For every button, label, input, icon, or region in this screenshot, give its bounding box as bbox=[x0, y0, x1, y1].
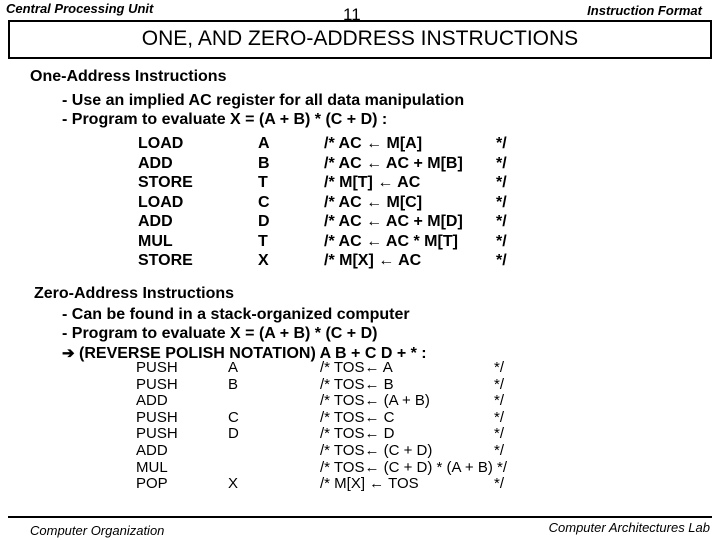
zero-address-bullet-1: - Can be found in a stack-organized computer bbox=[62, 306, 410, 323]
one-address-row-comment: /* M[X] ← AC bbox=[324, 252, 422, 269]
footer-rule bbox=[8, 516, 712, 518]
zero-address-heading: Zero-Address Instructions bbox=[34, 285, 235, 302]
footer-right-label: Computer Architectures Lab bbox=[548, 520, 710, 535]
zero-address-row-comment: /* TOS← B bbox=[320, 375, 394, 393]
one-address-row-end: */ bbox=[496, 154, 507, 172]
one-address-row-end: */ bbox=[496, 232, 507, 250]
zero-address-row-comment: /* TOS← C bbox=[320, 408, 395, 426]
one-address-bullet-2: - Program to evaluate X = (A + B) * (C + D) : bbox=[62, 111, 388, 128]
one-address-row-arg: C bbox=[258, 193, 270, 211]
zero-address-row-op: MUL bbox=[136, 458, 168, 476]
one-address-row-op: LOAD bbox=[138, 193, 184, 211]
one-address-row-arg: A bbox=[258, 135, 270, 152]
one-address-row-op: ADD bbox=[138, 213, 173, 230]
zero-address-bullet-2: - Program to evaluate X = (A + B) * (C + D) bbox=[62, 325, 378, 342]
one-address-row-op: STORE bbox=[138, 174, 193, 191]
one-address-row-end: */ bbox=[496, 193, 507, 211]
zero-address-row-end: */ bbox=[494, 425, 505, 443]
zero-address-row-arg: X bbox=[228, 475, 239, 493]
zero-address-row-arg: A bbox=[228, 359, 239, 376]
zero-address-row-op: POP bbox=[136, 475, 168, 493]
zero-address-row-end: */ bbox=[494, 375, 505, 393]
slide-title: ONE, AND ZERO-ADDRESS INSTRUCTIONS bbox=[141, 27, 579, 50]
zero-address-row-op: ADD bbox=[136, 392, 168, 410]
zero-address-row-comment: /* TOS← A bbox=[320, 359, 393, 376]
zero-address-row-arg: D bbox=[228, 425, 239, 443]
zero-address-row-arg: C bbox=[228, 408, 239, 426]
one-address-row-op: STORE bbox=[138, 252, 193, 269]
header-left-label: Central Processing Unit bbox=[6, 1, 154, 16]
one-address-row-end: */ bbox=[496, 252, 507, 269]
one-address-row-arg: T bbox=[258, 174, 268, 191]
zero-address-row-arg: B bbox=[228, 375, 239, 393]
one-address-row-end: */ bbox=[496, 213, 507, 230]
one-address-row-comment: /* AC ← M[C] bbox=[324, 193, 423, 211]
title-box-bottom-rule bbox=[8, 57, 712, 59]
zero-address-row-op: ADD bbox=[136, 442, 168, 459]
zero-address-row-end: */ bbox=[494, 392, 505, 410]
one-address-bullet-1: - Use an implied AC register for all data manipulation bbox=[62, 92, 465, 109]
one-address-row-op: ADD bbox=[138, 154, 173, 172]
zero-address-row-comment: /* M[X] ← TOS bbox=[320, 475, 419, 493]
footer-left-label: Computer Organization bbox=[30, 523, 165, 538]
one-address-row-end: */ bbox=[496, 174, 507, 191]
page-number: 11 bbox=[343, 5, 361, 24]
one-address-row-arg: D bbox=[258, 213, 270, 230]
right-arrow-icon: ➔ bbox=[62, 345, 75, 362]
zero-address-row-end: */ bbox=[494, 359, 505, 376]
one-address-row-comment: /* AC ← AC * M[T] bbox=[324, 232, 458, 250]
zero-address-row-op: PUSH bbox=[136, 359, 178, 376]
zero-address-row-end: */ bbox=[494, 442, 505, 459]
title-box-top-rule bbox=[8, 20, 712, 22]
one-address-row-arg: T bbox=[258, 232, 268, 250]
one-address-row-comment: /* AC ← M[A] bbox=[324, 135, 423, 152]
one-address-row-arg: X bbox=[258, 252, 269, 269]
one-address-row-comment: /* AC ← AC + M[D] bbox=[324, 213, 463, 230]
zero-address-row-comment: /* TOS← (A + B) bbox=[320, 392, 430, 410]
one-address-row-arg: B bbox=[258, 154, 270, 172]
zero-address-row-comment: /* TOS← (C + D) bbox=[320, 442, 433, 459]
header-right-label: Instruction Format bbox=[587, 3, 702, 18]
one-address-row-op: MUL bbox=[138, 232, 173, 250]
zero-address-row-comment: /* TOS← D bbox=[320, 425, 395, 443]
zero-address-row-op: PUSH bbox=[136, 408, 178, 426]
zero-address-row-op: PUSH bbox=[136, 375, 178, 393]
one-address-row-comment: /* M[T] ← AC bbox=[324, 174, 421, 191]
one-address-heading: One-Address Instructions bbox=[30, 68, 227, 85]
zero-address-bullet-3-text: (REVERSE POLISH NOTATION) A B + C D + * : bbox=[74, 345, 427, 362]
one-address-row-end: */ bbox=[496, 135, 507, 152]
zero-address-row-end: */ bbox=[494, 408, 505, 426]
zero-address-row-op: PUSH bbox=[136, 425, 178, 443]
zero-address-row-comment: /* TOS← (C + D) * (A + B) */ bbox=[320, 458, 507, 476]
one-address-row-comment: /* AC ← AC + M[B] bbox=[324, 154, 463, 172]
one-address-row-op: LOAD bbox=[138, 135, 184, 152]
zero-address-row-end: */ bbox=[494, 475, 505, 493]
